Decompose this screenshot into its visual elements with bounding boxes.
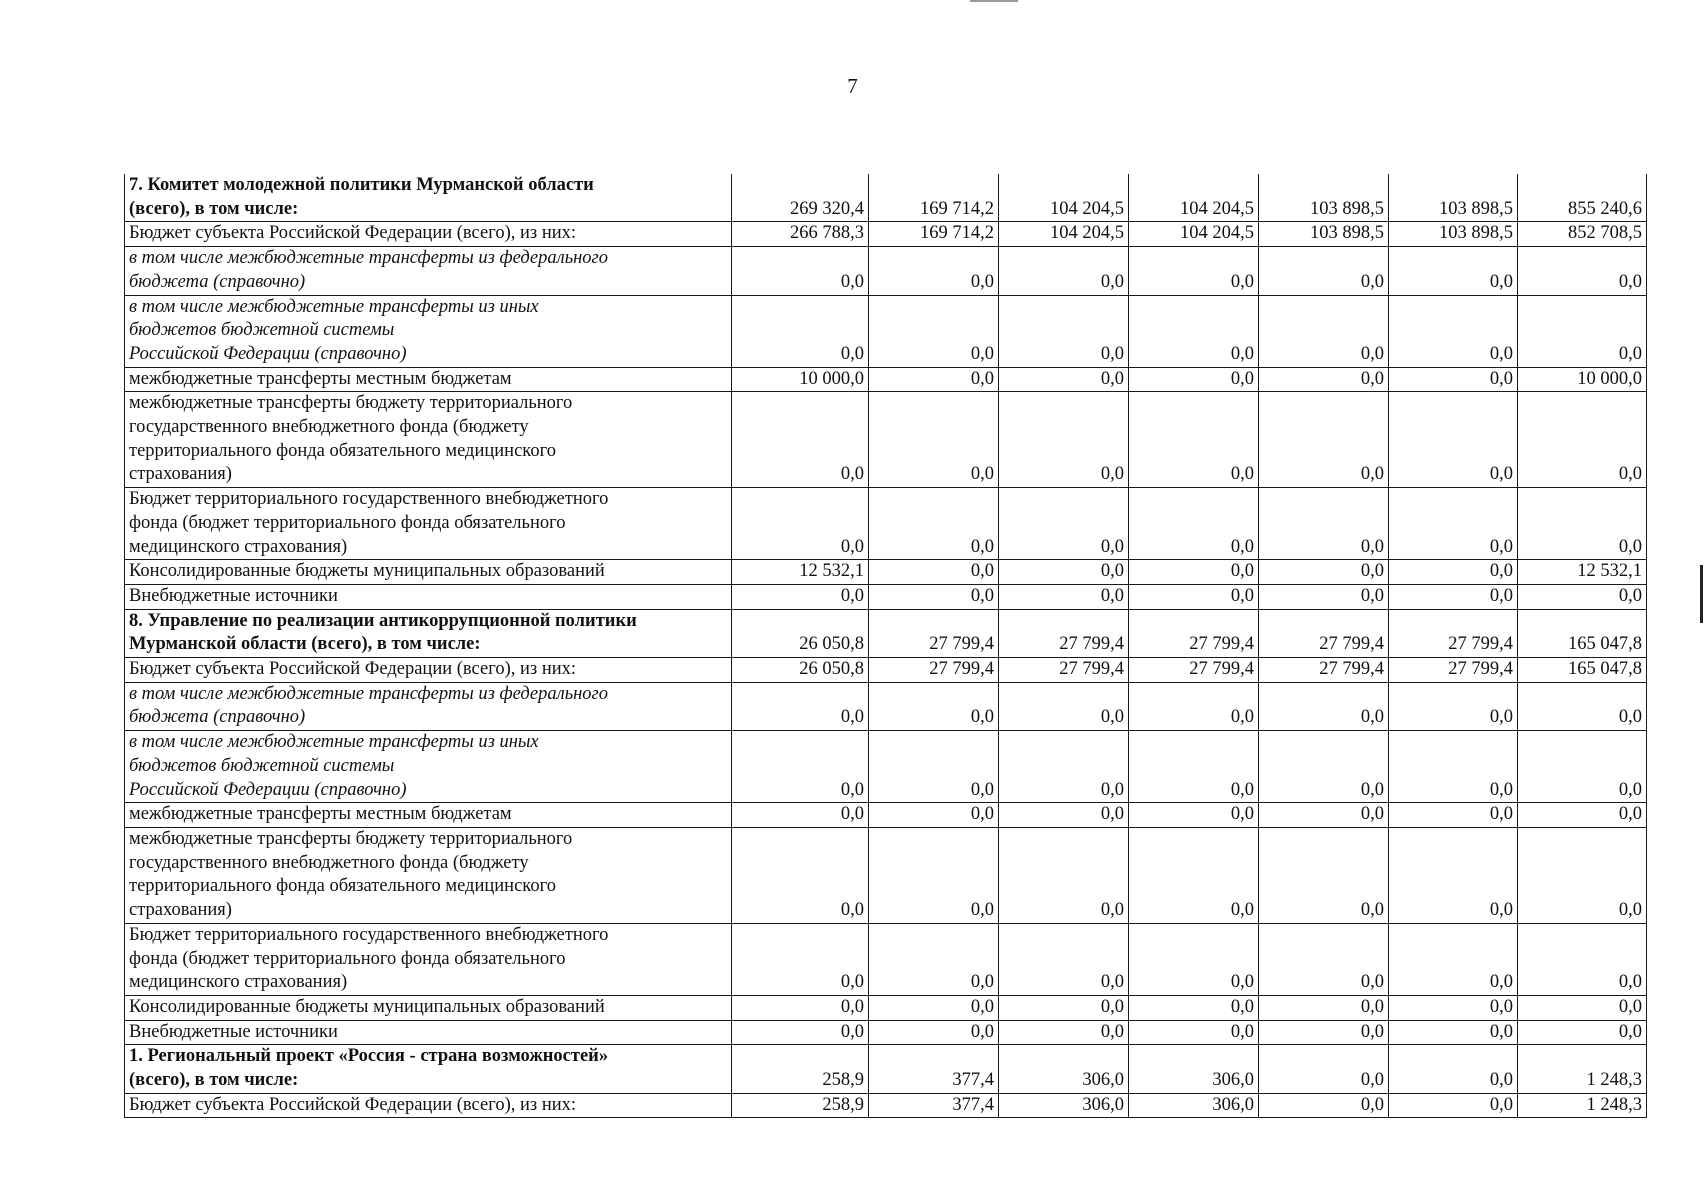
value-cell: 0,0	[1259, 367, 1389, 392]
value-cell: 0,0	[1129, 488, 1259, 560]
row-label: Бюджет субъекта Российской Федерации (всего), из них:	[125, 1093, 732, 1118]
value-cell: 27 799,4	[1129, 658, 1259, 683]
value-cell: 0,0	[999, 1020, 1129, 1045]
value-cell: 0,0	[1129, 560, 1259, 585]
row-label: Консолидированные бюджеты муниципальных образований	[125, 560, 732, 585]
value-cell: 0,0	[999, 995, 1129, 1020]
value-cell: 0,0	[1389, 488, 1518, 560]
value-cell: 0,0	[1259, 923, 1389, 995]
value-cell: 0,0	[1129, 295, 1259, 367]
table-row	[125, 1045, 1647, 1093]
value-cell: 0,0	[869, 488, 999, 560]
value-cell: 10 000,0	[732, 367, 869, 392]
value-cell: 0,0	[999, 923, 1129, 995]
value-cell: 0,0	[1129, 803, 1259, 828]
scan-artifact-top	[970, 0, 1018, 2]
value-cell: 258,9	[732, 1045, 869, 1093]
table-row	[125, 247, 1647, 295]
value-cell: 0,0	[1259, 295, 1389, 367]
value-cell: 258,9	[732, 1093, 869, 1118]
value-cell: 104 204,5	[1129, 222, 1259, 247]
value-cell: 0,0	[1129, 367, 1259, 392]
value-cell: 1 248,3	[1518, 1093, 1647, 1118]
value-cell: 0,0	[869, 995, 999, 1020]
value-cell: 0,0	[1389, 584, 1518, 609]
value-cell: 0,0	[1129, 995, 1259, 1020]
value-cell: 103 898,5	[1389, 222, 1518, 247]
value-cell: 103 898,5	[1389, 174, 1518, 222]
value-cell: 27 799,4	[1389, 658, 1518, 683]
value-cell: 0,0	[1259, 584, 1389, 609]
value-cell: 0,0	[869, 682, 999, 730]
value-cell: 0,0	[732, 488, 869, 560]
value-cell: 165 047,8	[1518, 609, 1647, 657]
value-cell: 0,0	[999, 392, 1129, 488]
value-cell: 0,0	[1518, 247, 1647, 295]
budget-table-body	[125, 174, 1647, 1118]
value-cell: 0,0	[732, 247, 869, 295]
row-label: в том числе межбюджетные трансферты из иных бюджетов бюджетной системы Российской Федерации (справочно)	[125, 731, 732, 803]
value-cell: 0,0	[732, 923, 869, 995]
value-cell: 0,0	[1259, 731, 1389, 803]
value-cell: 0,0	[1518, 488, 1647, 560]
value-cell: 0,0	[1259, 803, 1389, 828]
value-cell: 852 708,5	[1518, 222, 1647, 247]
value-cell: 27 799,4	[869, 609, 999, 657]
value-cell: 27 799,4	[1259, 658, 1389, 683]
value-cell: 0,0	[732, 392, 869, 488]
value-cell: 0,0	[732, 731, 869, 803]
table-row	[125, 995, 1647, 1020]
value-cell: 0,0	[1259, 995, 1389, 1020]
value-cell: 0,0	[1389, 995, 1518, 1020]
row-label: Бюджет территориального государственного внебюджетного фонда (бюджет территориального фонда обязательного медицинского страхования)	[125, 923, 732, 995]
value-cell: 0,0	[1518, 682, 1647, 730]
row-label: Бюджет субъекта Российской Федерации (всего), из них:	[125, 222, 732, 247]
value-cell: 12 532,1	[1518, 560, 1647, 585]
value-cell: 0,0	[1259, 827, 1389, 923]
table-row	[125, 560, 1647, 585]
value-cell: 0,0	[1518, 584, 1647, 609]
value-cell: 0,0	[1259, 1045, 1389, 1093]
value-cell: 377,4	[869, 1045, 999, 1093]
row-label: Бюджет субъекта Российской Федерации (всего), из них:	[125, 658, 732, 683]
value-cell: 103 898,5	[1259, 222, 1389, 247]
value-cell: 306,0	[1129, 1093, 1259, 1118]
value-cell: 0,0	[1389, 367, 1518, 392]
value-cell: 306,0	[999, 1093, 1129, 1118]
value-cell: 0,0	[1259, 392, 1389, 488]
value-cell: 0,0	[1259, 247, 1389, 295]
table-row	[125, 392, 1647, 488]
value-cell: 0,0	[732, 995, 869, 1020]
value-cell: 0,0	[869, 731, 999, 803]
value-cell: 0,0	[1389, 731, 1518, 803]
table-row	[125, 731, 1647, 803]
value-cell: 0,0	[869, 584, 999, 609]
value-cell: 27 799,4	[1259, 609, 1389, 657]
value-cell: 0,0	[1129, 392, 1259, 488]
row-label: Внебюджетные источники	[125, 1020, 732, 1045]
value-cell: 855 240,6	[1518, 174, 1647, 222]
value-cell: 0,0	[1518, 731, 1647, 803]
value-cell: 0,0	[869, 923, 999, 995]
row-label: Внебюджетные источники	[125, 584, 732, 609]
value-cell: 306,0	[1129, 1045, 1259, 1093]
table-row	[125, 488, 1647, 560]
value-cell: 0,0	[1129, 827, 1259, 923]
value-cell: 0,0	[1389, 923, 1518, 995]
value-cell: 0,0	[732, 1020, 869, 1045]
value-cell: 0,0	[999, 295, 1129, 367]
value-cell: 0,0	[999, 731, 1129, 803]
value-cell: 0,0	[1389, 827, 1518, 923]
row-label: межбюджетные трансферты бюджету территориального государственного внебюджетного фонда (бюджету территориального фонда обязательного медицинского страхования)	[125, 392, 732, 488]
value-cell: 27 799,4	[999, 609, 1129, 657]
value-cell: 0,0	[1389, 1093, 1518, 1118]
value-cell: 0,0	[1518, 295, 1647, 367]
value-cell: 0,0	[732, 827, 869, 923]
value-cell: 0,0	[1389, 247, 1518, 295]
value-cell: 0,0	[999, 488, 1129, 560]
value-cell: 0,0	[1129, 584, 1259, 609]
value-cell: 26 050,8	[732, 658, 869, 683]
table-row	[125, 367, 1647, 392]
value-cell: 0,0	[1389, 560, 1518, 585]
value-cell: 0,0	[999, 367, 1129, 392]
value-cell: 0,0	[1129, 923, 1259, 995]
value-cell: 269 320,4	[732, 174, 869, 222]
value-cell: 0,0	[869, 247, 999, 295]
value-cell: 0,0	[1518, 995, 1647, 1020]
value-cell: 266 788,3	[732, 222, 869, 247]
value-cell: 0,0	[999, 827, 1129, 923]
row-label: межбюджетные трансферты местным бюджетам	[125, 367, 732, 392]
row-label: Консолидированные бюджеты муниципальных образований	[125, 995, 732, 1020]
table-row	[125, 174, 1647, 222]
value-cell: 306,0	[999, 1045, 1129, 1093]
row-label: в том числе межбюджетные трансферты из иных бюджетов бюджетной системы Российской Федерации (справочно)	[125, 295, 732, 367]
row-label: в том числе межбюджетные трансферты из федерального бюджета (справочно)	[125, 682, 732, 730]
value-cell: 10 000,0	[1518, 367, 1647, 392]
value-cell: 0,0	[869, 367, 999, 392]
value-cell: 169 714,2	[869, 174, 999, 222]
table-row	[125, 222, 1647, 247]
value-cell: 0,0	[869, 295, 999, 367]
row-label: 8. Управление по реализации антикоррупционной политики Мурманской области (всего), в том числе:	[125, 609, 732, 657]
value-cell: 104 204,5	[999, 174, 1129, 222]
value-cell: 0,0	[1259, 488, 1389, 560]
value-cell: 0,0	[1518, 923, 1647, 995]
value-cell: 27 799,4	[999, 658, 1129, 683]
value-cell: 27 799,4	[1389, 609, 1518, 657]
value-cell: 0,0	[999, 560, 1129, 585]
table-row	[125, 584, 1647, 609]
value-cell: 0,0	[1389, 803, 1518, 828]
value-cell: 0,0	[732, 803, 869, 828]
value-cell: 0,0	[1129, 682, 1259, 730]
value-cell: 0,0	[1518, 803, 1647, 828]
value-cell: 0,0	[1259, 1020, 1389, 1045]
value-cell: 0,0	[1518, 1020, 1647, 1045]
row-label: межбюджетные трансферты бюджету территориального государственного внебюджетного фонда (бюджету территориального фонда обязательного медицинского страхования)	[125, 827, 732, 923]
value-cell: 0,0	[999, 682, 1129, 730]
value-cell: 165 047,8	[1518, 658, 1647, 683]
value-cell: 0,0	[999, 803, 1129, 828]
value-cell: 0,0	[1518, 827, 1647, 923]
value-cell: 0,0	[732, 584, 869, 609]
table-row	[125, 1093, 1647, 1118]
table-row	[125, 827, 1647, 923]
budget-table	[124, 174, 1647, 1118]
table-row	[125, 609, 1647, 657]
value-cell: 103 898,5	[1259, 174, 1389, 222]
value-cell: 12 532,1	[732, 560, 869, 585]
value-cell: 0,0	[999, 584, 1129, 609]
value-cell: 0,0	[732, 682, 869, 730]
table-row	[125, 658, 1647, 683]
page-number: 7	[847, 74, 858, 98]
value-cell: 0,0	[732, 295, 869, 367]
scan-artifact-right	[1700, 565, 1703, 623]
row-label: межбюджетные трансферты местным бюджетам	[125, 803, 732, 828]
value-cell: 0,0	[869, 827, 999, 923]
row-label: Бюджет территориального государственного внебюджетного фонда (бюджет территориального фонда обязательного медицинского страхования)	[125, 488, 732, 560]
table-row	[125, 295, 1647, 367]
value-cell: 0,0	[999, 247, 1129, 295]
value-cell: 27 799,4	[869, 658, 999, 683]
table-row	[125, 803, 1647, 828]
value-cell: 27 799,4	[1129, 609, 1259, 657]
value-cell: 0,0	[1259, 682, 1389, 730]
value-cell: 0,0	[869, 560, 999, 585]
value-cell: 104 204,5	[999, 222, 1129, 247]
value-cell: 0,0	[1389, 295, 1518, 367]
value-cell: 1 248,3	[1518, 1045, 1647, 1093]
row-label: в том числе межбюджетные трансферты из федерального бюджета (справочно)	[125, 247, 732, 295]
value-cell: 26 050,8	[732, 609, 869, 657]
value-cell: 0,0	[1389, 392, 1518, 488]
table-row	[125, 682, 1647, 730]
value-cell: 0,0	[1389, 1020, 1518, 1045]
value-cell: 0,0	[1518, 392, 1647, 488]
table-row	[125, 1020, 1647, 1045]
row-label: 1. Региональный проект «Россия - страна возможностей» (всего), в том числе:	[125, 1045, 732, 1093]
value-cell: 0,0	[1389, 1045, 1518, 1093]
value-cell: 0,0	[1129, 247, 1259, 295]
value-cell: 377,4	[869, 1093, 999, 1118]
value-cell: 0,0	[1129, 1020, 1259, 1045]
table-row	[125, 923, 1647, 995]
value-cell: 0,0	[1389, 682, 1518, 730]
row-label: 7. Комитет молодежной политики Мурманской области (всего), в том числе:	[125, 174, 732, 222]
value-cell: 0,0	[869, 803, 999, 828]
value-cell: 104 204,5	[1129, 174, 1259, 222]
value-cell: 0,0	[869, 1020, 999, 1045]
value-cell: 0,0	[1259, 1093, 1389, 1118]
value-cell: 0,0	[1129, 731, 1259, 803]
value-cell: 0,0	[869, 392, 999, 488]
value-cell: 169 714,2	[869, 222, 999, 247]
value-cell: 0,0	[1259, 560, 1389, 585]
